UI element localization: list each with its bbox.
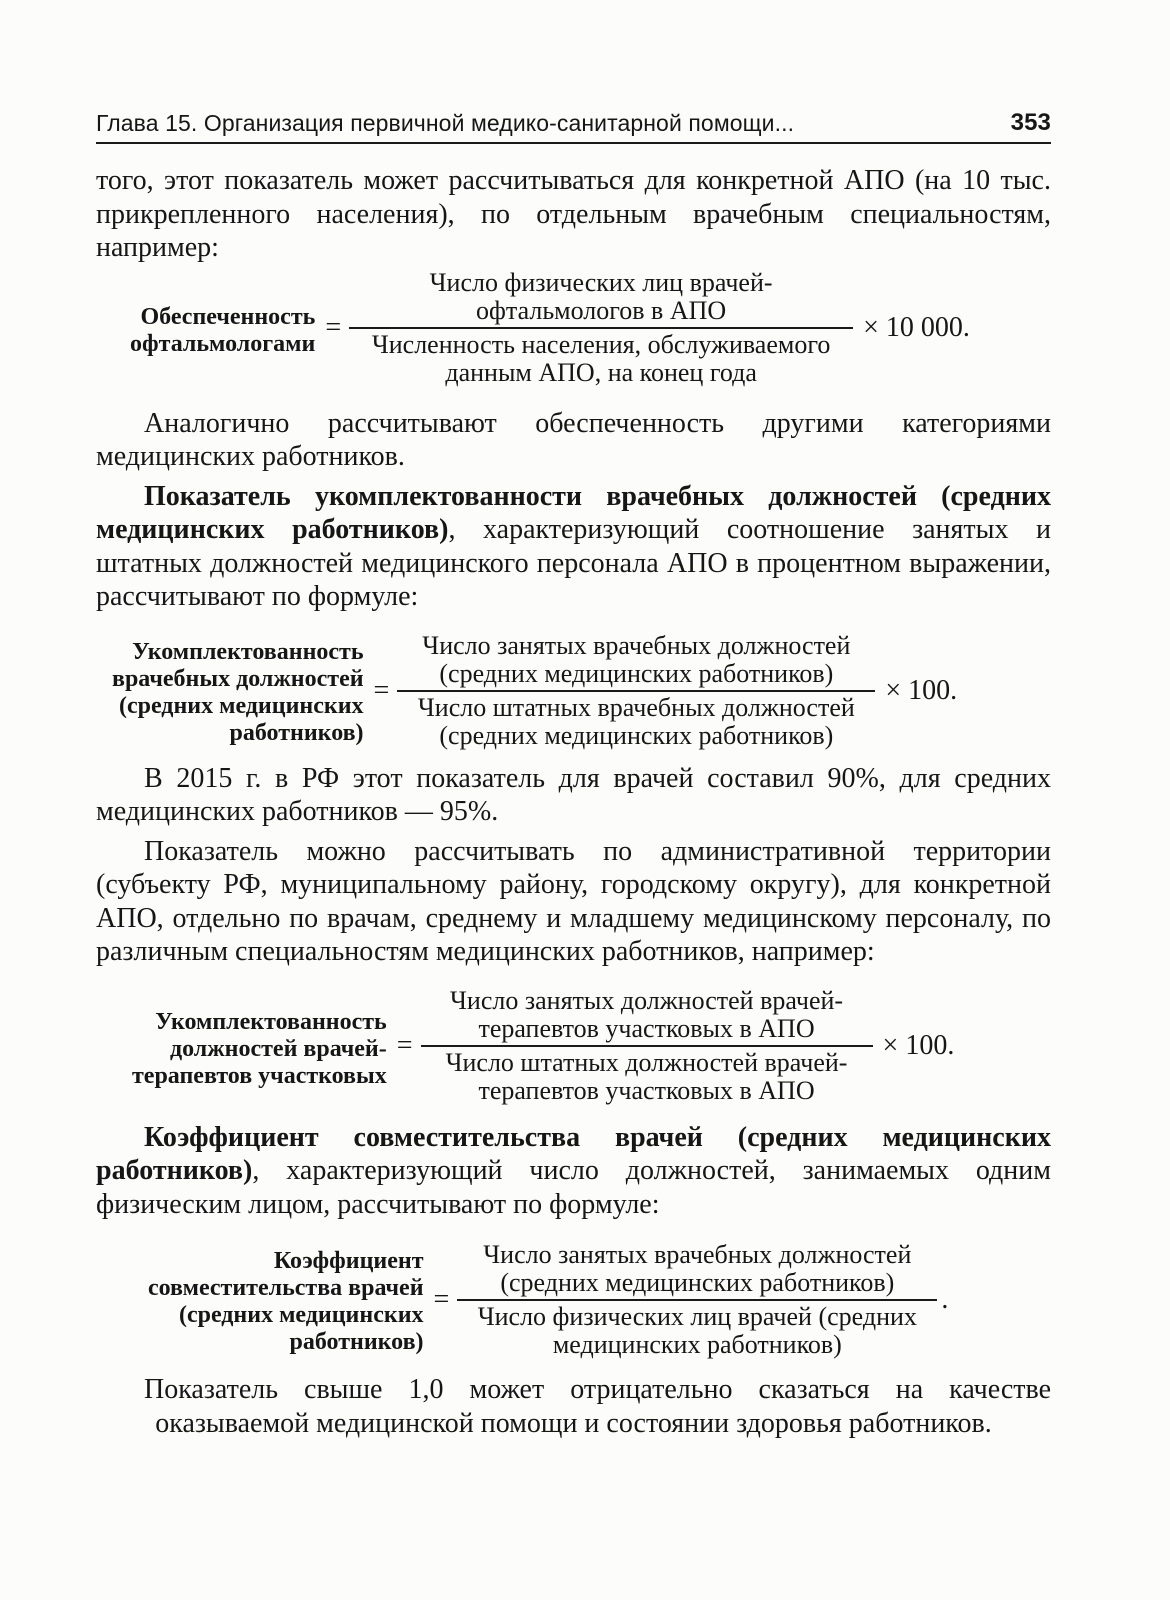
fraction-denominator: Число физических лиц врачей (средних медицинских работников) bbox=[477, 1302, 917, 1359]
equals-sign: = bbox=[433, 1284, 450, 1315]
fraction bbox=[397, 632, 875, 750]
formula-staffing-medical-positions bbox=[112, 632, 1051, 750]
multiplier: × 100. bbox=[885, 674, 958, 706]
paragraph-7: Показатель свыше 1,0 может отрицательно сказаться на качестве оказываемой медицинской помощи и состоянии здоровья работников. bbox=[144, 1374, 1051, 1439]
equals-sign: = bbox=[373, 674, 390, 706]
running-header bbox=[96, 110, 1051, 144]
formula-ophthalmologist-provision bbox=[130, 269, 1051, 387]
fraction-numerator: Число занятых должностей врачей- терапевтов участковых в АПО bbox=[421, 987, 873, 1047]
paragraph-4: В 2015 г. в РФ этот показатель для врачей составил 90%, для средних медицинских работников — 95%. bbox=[96, 762, 1051, 827]
formula-staffing-district-therapists bbox=[132, 987, 1051, 1105]
equals-sign: = bbox=[325, 311, 342, 343]
fraction-denominator: Число штатных врачебных должностей (средних медицинских работников) bbox=[417, 692, 855, 750]
multiplier: × 10 000. bbox=[863, 311, 970, 343]
fraction-numerator: Число занятых врачебных должностей (средних медицинских работников) bbox=[457, 1241, 937, 1301]
paragraph-5: Показатель можно рассчитывать по административной территории (субъекту РФ, муниципальному району, городскому округу), для конкретной АПО, отдельно по врачам, среднему и младшему медицинскому персоналу, по различным специальностям медицинских работников, например: bbox=[96, 835, 1051, 967]
formula-label: Обеспеченность офтальмологами bbox=[130, 303, 316, 357]
equals-sign: = bbox=[396, 1029, 413, 1061]
term-combination-coefficient: Коэффициент совместительства врачей (средних медицинских работников) bbox=[96, 1121, 1051, 1186]
chapter-title: Глава 15. Организация первичной медико-санитарной помощи... bbox=[96, 110, 795, 136]
fraction-numerator: Число занятых врачебных должностей (средних медицинских работников) bbox=[397, 632, 875, 692]
fraction-denominator: Число штатных должностей врачей- терапевтов участковых в АПО bbox=[445, 1047, 848, 1105]
formula-label: Коэффициент совместительства врачей (средних медицинских работников) bbox=[148, 1248, 424, 1355]
paragraph-1: того, этот показатель может рассчитываться для конкретной АПО (на 10 тыс. прикрепленного населения), по отдельным врачебным специальностям, например: bbox=[96, 165, 1051, 263]
multiplier: × 100. bbox=[882, 1029, 955, 1061]
formula-combination-coefficient bbox=[148, 1241, 1051, 1359]
formula-label: Укомплектованность должностей врачей- терапевтов участковых bbox=[132, 1009, 387, 1089]
paragraph-2: Аналогично рассчитывают обеспеченность другими категориями медицинских работников. bbox=[96, 407, 1051, 472]
multiplier: . bbox=[941, 1284, 949, 1315]
paragraph-3: Показатель укомплектованности врачебных должностей (средних медицинских работников), характеризующий соотношение занятых и штатных должностей медицинского персонала АПО в процентном выражении, рассчитывают по формуле: bbox=[96, 480, 1052, 612]
paragraph-6: Коэффициент совместительства врачей (средних медицинских работников), характеризующий число должностей, занимаемых одним физическим лицом, рассчитывают по формуле: bbox=[96, 1121, 1051, 1220]
fraction bbox=[349, 269, 853, 387]
document-page bbox=[96, 110, 1051, 1440]
fraction bbox=[457, 1241, 937, 1359]
fraction bbox=[421, 987, 873, 1105]
page-number: 353 bbox=[1010, 109, 1051, 136]
fraction-denominator: Численность населения, обслуживаемого данным АПО, на конец года bbox=[371, 329, 831, 387]
formula-label: Укомплектованность врачебных должностей (средних медицинских работников) bbox=[112, 638, 364, 746]
fraction-numerator: Число физических лиц врачей- офтальмологов в АПО bbox=[349, 269, 853, 329]
term-staffing-indicator: Показатель укомплектованности врачебных должностей (средних медицинских работников) bbox=[96, 480, 1051, 545]
